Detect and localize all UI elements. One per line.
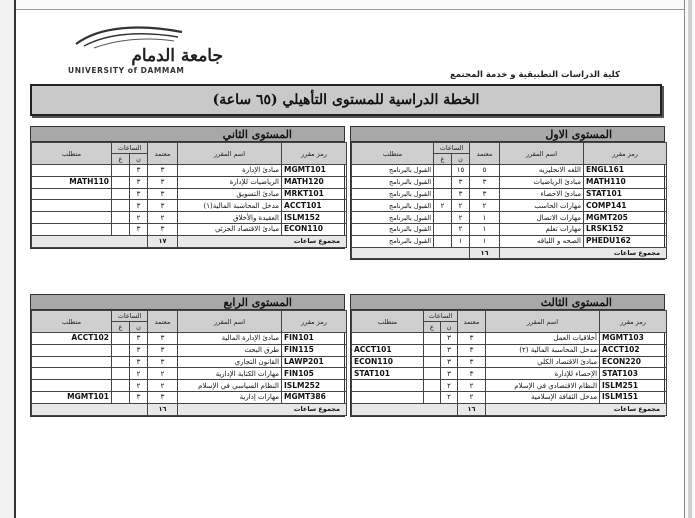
course-prereq <box>352 333 424 345</box>
course-row <box>352 223 667 235</box>
course-row <box>32 333 347 345</box>
course-name: مهارات إدارية <box>178 391 282 403</box>
course-theory-hours: ٣ <box>452 188 470 200</box>
course-name: أخلاقيات العمل <box>486 333 600 345</box>
level-3-title: المستوى الثالث <box>351 295 664 310</box>
course-code: STAT103 <box>600 368 667 380</box>
course-practical-hours <box>112 165 130 177</box>
course-credits: ١ <box>470 212 500 224</box>
course-prereq <box>32 368 112 380</box>
name-header: اسم المقرر <box>500 143 584 165</box>
code-header: رمز مقرر <box>282 143 347 165</box>
course-practical-hours <box>112 333 130 345</box>
viewer-scrollbar[interactable] <box>684 0 695 518</box>
course-name: اللغه الانجليزيه <box>500 165 584 177</box>
course-code: MGMT103 <box>600 333 667 345</box>
course-practical-hours <box>112 391 130 403</box>
course-name: مبادئ التسويق <box>178 188 282 200</box>
course-credits: ٥ <box>470 165 500 177</box>
course-code: ENGL161 <box>584 165 667 177</box>
course-theory-hours: ٣ <box>130 188 148 200</box>
course-prereq <box>352 380 424 392</box>
course-credits: ٣ <box>148 223 178 235</box>
prereq-header: متطلب <box>352 143 434 165</box>
university-name-en: UNIVERSITY of DAMMAM <box>68 66 185 75</box>
course-name: مبادئ الاحصاء <box>500 188 584 200</box>
course-credits: ١ <box>470 223 500 235</box>
theory-header: ن <box>130 322 148 333</box>
course-row <box>32 223 347 235</box>
course-name: مدخل المحاسبة المالية(١) <box>178 200 282 212</box>
course-theory-hours: ٢ <box>452 212 470 224</box>
course-practical-hours: ٢ <box>434 200 452 212</box>
course-practical-hours <box>424 391 441 403</box>
hours-header: الساعات <box>424 311 458 322</box>
course-prereq <box>32 212 112 224</box>
course-credits: ٣ <box>148 165 178 177</box>
level-1-table <box>350 126 665 260</box>
course-prereq: القبول بالبرنامج <box>352 212 434 224</box>
course-credits: ٣ <box>470 176 500 188</box>
university-name-ar: جامعة الدمام <box>131 46 223 66</box>
course-code: ACCT102 <box>600 344 667 356</box>
level-2-title: المستوى الثاني <box>31 127 344 142</box>
plan-title-bar <box>30 84 662 116</box>
course-name: مهارات الحاسب <box>500 200 584 212</box>
course-practical-hours <box>112 176 130 188</box>
course-theory-hours: ٢ <box>130 380 148 392</box>
course-credits: ٣ <box>458 356 486 368</box>
name-header: اسم المقرر <box>178 143 282 165</box>
course-practical-hours <box>112 200 130 212</box>
course-credits: ٢ <box>148 212 178 224</box>
course-prereq <box>32 223 112 235</box>
course-prereq <box>32 344 112 356</box>
course-row <box>32 165 347 177</box>
course-row <box>32 200 347 212</box>
course-prereq <box>32 380 112 392</box>
course-practical-hours <box>112 380 130 392</box>
course-row <box>32 212 347 224</box>
theory-header: ن <box>441 322 458 333</box>
course-code: FIN105 <box>282 368 347 380</box>
course-row <box>352 176 667 188</box>
course-prereq: القبول بالبرنامج <box>352 200 434 212</box>
document-page <box>20 12 680 512</box>
course-theory-hours: ٢ <box>452 200 470 212</box>
course-row <box>32 176 347 188</box>
course-name: طرق البحث <box>178 344 282 356</box>
course-row <box>352 333 667 345</box>
course-theory-hours: ٣ <box>130 356 148 368</box>
course-code: MRKT101 <box>282 188 347 200</box>
course-credits: ٢ <box>458 391 486 403</box>
course-row <box>352 200 667 212</box>
course-prereq <box>352 391 424 403</box>
course-practical-hours <box>424 344 441 356</box>
course-credits: ٣ <box>148 333 178 345</box>
course-practical-hours <box>434 165 452 177</box>
course-name: النظام السياسي في الإسلام <box>178 380 282 392</box>
course-practical-hours <box>424 356 441 368</box>
hours-header: الساعات <box>112 311 148 322</box>
course-practical-hours <box>112 356 130 368</box>
course-theory-hours: ١ <box>452 235 470 247</box>
course-practical-hours <box>434 212 452 224</box>
course-prereq <box>32 356 112 368</box>
course-row <box>32 391 347 403</box>
course-name: مدخل المحاسبة المالية (٢) <box>486 344 600 356</box>
name-header: اسم المقرر <box>178 311 282 333</box>
course-credits: ٣ <box>470 188 500 200</box>
course-code: STAT101 <box>584 188 667 200</box>
course-theory-hours: ٣ <box>441 356 458 368</box>
course-credits: ١ <box>470 235 500 247</box>
course-theory-hours: ٣ <box>452 176 470 188</box>
university-logo <box>62 24 227 76</box>
course-credits: ٣ <box>458 344 486 356</box>
course-credits: ٣ <box>148 200 178 212</box>
college-name: كلية الدراسات التطبيقية و خدمة المجتمع <box>450 70 620 80</box>
hours-header: الساعات <box>434 143 470 154</box>
course-theory-hours: ٢ <box>130 368 148 380</box>
course-name: الإحصاء للإدارة <box>486 368 600 380</box>
course-theory-hours: ١٥ <box>452 165 470 177</box>
course-code: FIN101 <box>282 333 347 345</box>
course-code: MATH120 <box>282 176 347 188</box>
scrollbar-track[interactable] <box>688 0 692 518</box>
course-row <box>352 368 667 380</box>
course-code: ISLM152 <box>282 212 347 224</box>
course-name: الرياضيات للإدارة <box>178 176 282 188</box>
course-theory-hours: ٣ <box>441 344 458 356</box>
course-prereq <box>32 188 112 200</box>
course-row <box>32 368 347 380</box>
course-name: النظام الاقتصادي في الإسلام <box>486 380 600 392</box>
level-3-total-label: مجموع ساعات <box>486 403 667 415</box>
viewer-left-edge <box>0 0 16 518</box>
course-code: MATH110 <box>584 176 667 188</box>
level-4-total: ١٦ <box>148 403 178 415</box>
course-code: ECON220 <box>600 356 667 368</box>
course-theory-hours: ٣ <box>130 200 148 212</box>
course-name: مهارات تعلم <box>500 223 584 235</box>
course-credits: ٣ <box>148 344 178 356</box>
course-credits: ٣ <box>148 176 178 188</box>
prereq-header: متطلب <box>32 311 112 333</box>
level-1-total-label: مجموع ساعات <box>500 247 667 259</box>
course-theory-hours: ٢ <box>130 212 148 224</box>
course-credits: ٣ <box>458 333 486 345</box>
plan-title: الخطة الدراسية للمستوى التأهيلي (٦٥ ساعة) <box>212 92 480 108</box>
course-credits: ٣ <box>148 356 178 368</box>
course-theory-hours: ٣ <box>441 368 458 380</box>
level-1-title: المستوى الاول <box>351 127 664 142</box>
course-practical-hours <box>112 212 130 224</box>
course-code: ECON110 <box>282 223 347 235</box>
credits-header: معتمد <box>470 143 500 165</box>
course-theory-hours: ٣ <box>130 391 148 403</box>
course-name: مدخل الثقافة الإسلامية <box>486 391 600 403</box>
course-row <box>352 235 667 247</box>
level-4-table <box>30 294 345 417</box>
course-name: مبادئ الرياضيات <box>500 176 584 188</box>
course-name: مبادئ الاقتصاد الكلي <box>486 356 600 368</box>
level-2-table <box>30 126 345 249</box>
course-practical-hours <box>112 368 130 380</box>
course-credits: ٣ <box>458 368 486 380</box>
course-row <box>32 356 347 368</box>
course-code: LRSK152 <box>584 223 667 235</box>
course-credits: ٢ <box>470 200 500 212</box>
level-3-total: ١٦ <box>458 403 486 415</box>
course-credits: ٢ <box>148 368 178 380</box>
credits-header: معتمد <box>458 311 486 333</box>
credits-header: معتمد <box>148 311 178 333</box>
course-code: MGMT386 <box>282 391 347 403</box>
course-code: PHEDU162 <box>584 235 667 247</box>
course-code: FIN115 <box>282 344 347 356</box>
course-row <box>32 344 347 356</box>
course-theory-hours: ٣ <box>130 333 148 345</box>
course-theory-hours: ٣ <box>441 333 458 345</box>
prereq-header: متطلب <box>352 311 424 333</box>
level-3-total-row <box>352 403 667 415</box>
course-name: الصحه و اللياقه <box>500 235 584 247</box>
course-row <box>352 165 667 177</box>
level-2-total-label: مجموع ساعات <box>178 235 347 247</box>
course-name: مبادئ الاقتصاد الجزئي <box>178 223 282 235</box>
code-header: رمز مقرر <box>282 311 347 333</box>
course-name: مبادئ الإدارة <box>178 165 282 177</box>
course-prereq: القبول بالبرنامج <box>352 223 434 235</box>
course-code: MGMT101 <box>282 165 347 177</box>
course-row <box>32 380 347 392</box>
course-code: ACCT101 <box>282 200 347 212</box>
course-row <box>352 391 667 403</box>
course-prereq: ACCT101 <box>352 344 424 356</box>
practical-header: ع <box>112 154 130 165</box>
course-practical-hours <box>112 344 130 356</box>
course-theory-hours: ٣ <box>130 176 148 188</box>
course-code: COMP141 <box>584 200 667 212</box>
course-code: MGMT205 <box>584 212 667 224</box>
course-code: ISLM151 <box>600 391 667 403</box>
course-name: العقيدة والأخلاق <box>178 212 282 224</box>
level-2-total-row <box>32 235 347 247</box>
credits-header: معتمد <box>148 143 178 165</box>
course-theory-hours: ٣ <box>130 223 148 235</box>
practical-header: ع <box>424 322 441 333</box>
course-practical-hours <box>424 333 441 345</box>
course-credits: ٢ <box>458 380 486 392</box>
course-row <box>32 188 347 200</box>
course-row <box>352 380 667 392</box>
course-code: ISLM251 <box>600 380 667 392</box>
course-practical-hours <box>434 235 452 247</box>
course-code: LAWP201 <box>282 356 347 368</box>
course-prereq <box>32 165 112 177</box>
name-header: اسم المقرر <box>486 311 600 333</box>
course-theory-hours: ٢ <box>441 391 458 403</box>
course-practical-hours <box>112 223 130 235</box>
course-row <box>352 356 667 368</box>
course-credits: ٣ <box>148 188 178 200</box>
level-2-total: ١٧ <box>148 235 178 247</box>
course-practical-hours <box>434 223 452 235</box>
hours-header: الساعات <box>112 143 148 154</box>
course-prereq: STAT101 <box>352 368 424 380</box>
course-practical-hours <box>434 176 452 188</box>
course-row <box>352 188 667 200</box>
course-prereq: القبول بالبرنامج <box>352 165 434 177</box>
level-4-total-label: مجموع ساعات <box>178 403 347 415</box>
viewer-top-edge <box>16 0 684 10</box>
course-name: مهارات الكتابة الإدارية <box>178 368 282 380</box>
course-practical-hours <box>434 188 452 200</box>
course-practical-hours <box>424 380 441 392</box>
course-prereq: ACCT102 <box>32 333 112 345</box>
level-4-total-row <box>32 403 347 415</box>
practical-header: ع <box>112 322 130 333</box>
course-prereq: القبول بالبرنامج <box>352 188 434 200</box>
course-theory-hours: ٢ <box>452 223 470 235</box>
course-code: ISLM252 <box>282 380 347 392</box>
course-name: مبادئ الإدارة المالية <box>178 333 282 345</box>
course-theory-hours: ٣ <box>130 344 148 356</box>
course-theory-hours: ٢ <box>441 380 458 392</box>
code-header: رمز مقرر <box>600 311 667 333</box>
course-name: القانون التجاري <box>178 356 282 368</box>
prereq-header: متطلب <box>32 143 112 165</box>
course-row <box>352 344 667 356</box>
course-prereq: القبول بالبرنامج <box>352 176 434 188</box>
course-credits: ٣ <box>148 391 178 403</box>
course-credits: ٢ <box>148 380 178 392</box>
course-theory-hours: ٣ <box>130 165 148 177</box>
course-practical-hours <box>112 188 130 200</box>
course-practical-hours <box>424 368 441 380</box>
course-prereq: MATH110 <box>32 176 112 188</box>
practical-header: ع <box>434 154 452 165</box>
level-3-table <box>350 294 665 417</box>
course-prereq: ECON110 <box>352 356 424 368</box>
theory-header: ن <box>130 154 148 165</box>
course-name: مهارات الاتصال <box>500 212 584 224</box>
code-header: رمز مقرر <box>584 143 667 165</box>
level-1-total: ١٦ <box>470 247 500 259</box>
course-prereq: MGMT101 <box>32 391 112 403</box>
level-1-total-row <box>352 247 667 259</box>
course-prereq: القبول بالبرنامج <box>352 235 434 247</box>
course-row <box>352 212 667 224</box>
theory-header: ن <box>452 154 470 165</box>
course-prereq <box>32 200 112 212</box>
level-4-title: المستوى الرابع <box>31 295 344 310</box>
